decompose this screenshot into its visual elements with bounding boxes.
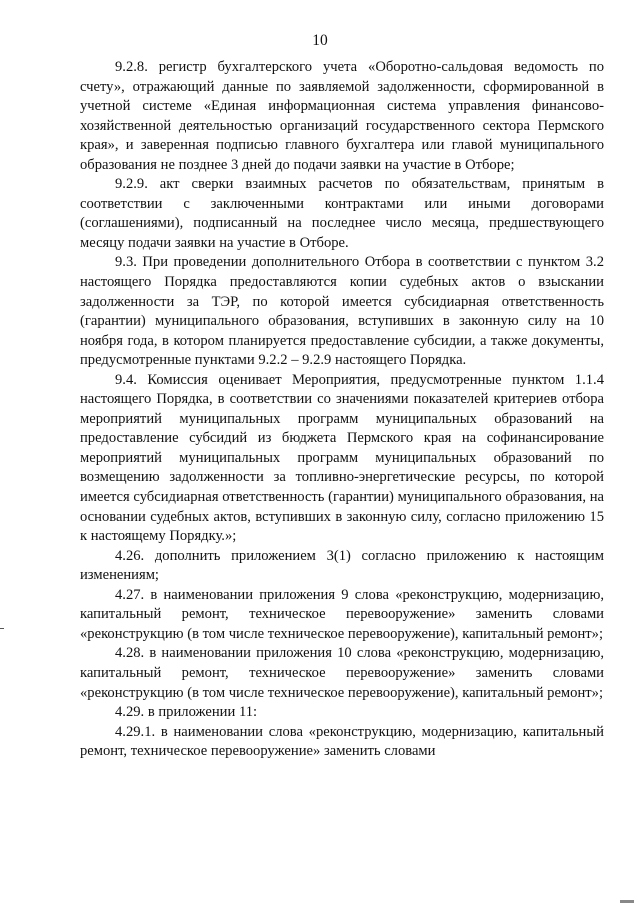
scan-corner-mark [620, 900, 634, 903]
paragraph-4-27: 4.27. в наименовании приложения 9 слова «реконструкцию, модернизацию, капитальный ремонт, техническое перевооружение» заменить словами «реконструкцию (в том числе техническое перевооружение), капитальный ремонт»; [80, 586, 604, 642]
scan-margin-mark [0, 628, 4, 629]
document-body [80, 58, 604, 762]
paragraph-9-2-8: 9.2.8. регистр бухгалтерского учета «Оборотно-сальдовая ведомость по счету», отражающий данные по заявляемой задолженности, сформированной в учетной системе «Единая информационная система управления финансово-хозяйственной деятельностью организаций государственного сектора Пермского края», и заверенная подписью главного бухгалтера или главой муниципального образования не позднее 3 дней до подачи заявки на участие в Отборе; [80, 59, 604, 173]
page-number: 10 [312, 32, 328, 49]
paragraph-9-4: 9.4. Комиссия оценивает Мероприятия, предусмотренные пунктом 1.1.4 настоящего Порядка, в соответствии со значениями показателей критериев отбора мероприятий муниципальных программ муниципальных образований на предоставление субсидий из бюджета Пермского края на софинансирование мероприятий муниципальных программ муниципальных образований по возмещению задолженности за топливно-энергетические ресурсы, по которой имеется субсидиарная ответственность (гарантии) муниципального образования, на основании судебных актов, вступивших в законную силу, согласно приложению 15 к настоящему Порядку.»; [80, 371, 604, 545]
paragraph-9-2-9: 9.2.9. акт сверки взаимных расчетов по обязательствам, принятым в соответствии с заключенными контрактами или иными договорами (соглашениями), подписанный на последнее число месяца, предшествующего месяцу подачи заявки на участие в Отборе. [80, 176, 604, 251]
paragraph-4-26: 4.26. дополнить приложением 3(1) согласно приложению к настоящим изменениям; [80, 547, 604, 584]
paragraph-4-28: 4.28. в наименовании приложения 10 слова «реконструкцию, модернизацию, капитальный ремонт, техническое перевооружение» заменить словами «реконструкцию (в том числе техническое перевооружение), капитальный ремонт»; [80, 645, 604, 701]
paragraph-9-3: 9.3. При проведении дополнительного Отбора в соответствии с пунктом 3.2 настоящего Порядка предоставляются копии судебных актов о взыскании задолженности за ТЭР, по которой имеется субсидиарная ответственность (гарантии) муниципального образования, вступивших в законную силу на 10 ноября года, в котором планируется предоставление субсидии, а также документы, предусмотренные пунктами 9.2.2 – 9.2.9 настоящего Порядка. [80, 254, 604, 369]
paragraph-4-29-1: 4.29.1. в наименовании слова «реконструкцию, модернизацию, капитальный ремонт, техническое перевооружение» заменить словами [80, 723, 604, 760]
paragraph-4-29: 4.29. в приложении 11: [115, 704, 258, 721]
